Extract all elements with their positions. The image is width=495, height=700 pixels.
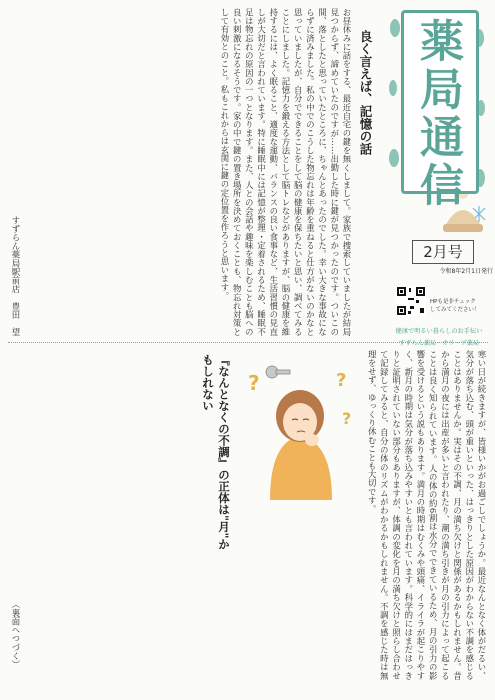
pharmacy-names: すずらん薬局・オリーブ薬局: [398, 340, 480, 347]
article2-body-right: 寒い日が続きますが、皆様いかがお過ごしでしょうか。最近なんとなく体がだるい、気分が落ち込む、頭が重いといった、はっきりとした原因がわからない不調を感じることはありませんか。実はその不調、月の満ち欠けと関係があるかもしれません。昔から満月の夜には出産が多いと言われたり、潮の満ち引きが月の引力によって起こることは良く知られています。人の体の約6割は水分でできているため、月の引力の影響を受けるという説もあります。満月の時期はむくみや頭痛、イライラが起こりやすく、新月の時期は気分が落ち込みやすいとも言われています。科学的にはまだはっきりと証明されていない部分もありますが、体調の変化を月の満ち欠けと照らし合わせて記録してみると、自分の体のリズムがわかるかもしれません。不調を感じた時は無理をせず、ゆっくり休むことも大切です。: [367, 350, 487, 680]
svg-text:?: ?: [342, 409, 352, 428]
newsletter-title: 薬局通信: [412, 18, 463, 210]
illustration-area: [240, 350, 360, 500]
article1-author: すずらん薬局駅前店 豊田 望: [11, 215, 21, 336]
article1-headline: 良く言えば、記憶の話: [358, 30, 373, 155]
article2-headline: 『なんとなくの不調』の正体は"月"かもしれない: [198, 354, 234, 554]
masthead: [385, 8, 489, 240]
issue-date: 令和8年2月1日発行: [439, 268, 493, 275]
qr-caption: HPも是非チェック してみてください！: [430, 299, 480, 313]
article2-continued: （裏面へつづく）: [11, 600, 21, 669]
svg-text:?: ?: [336, 370, 347, 391]
woman-thinking-illustration: [240, 350, 360, 500]
article1-body: お昼休みに話をする、最近自宅の鍵を無くしまして。家族で捜索していましたが結局見つからず、諦めていたのですが……出勤した時に鍵が見つかったのです。ついこの間、落としたと思っていたところに、ちゃんとあったのでした。幸い大きな事故にならずに済みました。私の中でのこうした物忘れは年齢を重ねると仕方がないのかなと思っていましたが、自分でできることをして脳の健康を保ちたいと思い、調べてみることにしました。記憶力を鍛える方法として脳トレなどがありますが、脳の健康を維持するには、よく眠ること、適度な運動、バランスの良い食事など、生活習慣の見直しが大切だと言われています。特に睡眠中には記憶が整理・定着されるため、睡眠不足は物忘れの原因の一つとなります。また、人との会話や趣味を楽しむことも脳への良い刺激になるそうです。家の中で鍵の置き場所を決めておくことも、物忘れ対策として有効とのこと。私もこれからは玄関に鍵の定位置を作ろうと思います。: [219, 8, 352, 336]
hand: [305, 434, 319, 446]
tagline: 健康で明るい暮らしのお手伝い: [395, 328, 483, 335]
key-icon: [266, 366, 290, 378]
sweater: [270, 436, 332, 500]
section-divider: [8, 342, 488, 343]
issue-label: 2月号: [412, 240, 474, 264]
svg-text:?: ?: [248, 371, 260, 395]
qr-code-icon[interactable]: [396, 286, 426, 316]
